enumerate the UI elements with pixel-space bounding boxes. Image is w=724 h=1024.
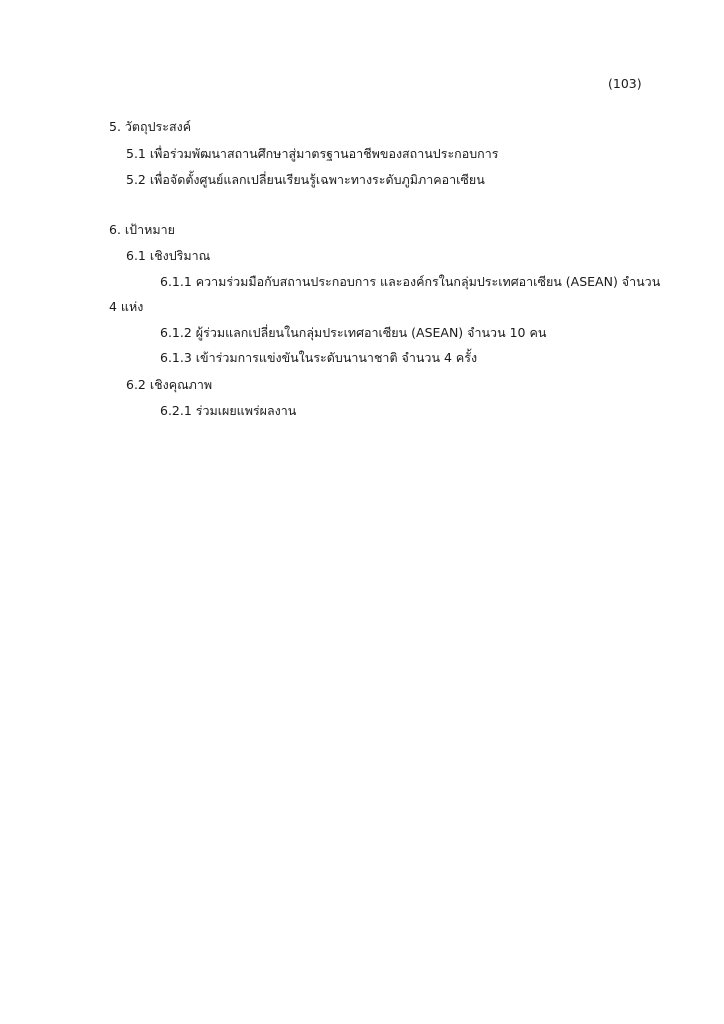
objective-5-2: 5.2 เพื่อจัดตั้งศูนย์แลกเปลี่ยนเรียนรู้เฉพาะทางระดับภูมิภาคอาเซียน — [126, 172, 485, 187]
section-6-heading: 6. เป้าหมาย — [109, 222, 175, 237]
target-6-1-2: 6.1.2 ผู้ร่วมแลกเปลี่ยนในกลุ่มประเทศอาเซียน (ASEAN) จำนวน 10 คน — [160, 325, 547, 340]
page-number: (103) — [608, 76, 642, 91]
quantitative-heading: 6.1 เชิงปริมาณ — [126, 248, 211, 263]
target-6-1-3: 6.1.3 เข้าร่วมการแข่งขันในระดับนานาชาติ จำนวน 4 ครั้ง — [160, 350, 478, 365]
section-5-heading: 5. วัตถุประสงค์ — [109, 119, 192, 134]
qualitative-heading: 6.2 เชิงคุณภาพ — [126, 377, 213, 392]
objective-5-1: 5.1 เพื่อร่วมพัฒนาสถานศึกษาสู่มาตรฐานอาชีพของสถานประกอบการ — [126, 146, 499, 161]
target-6-2-1: 6.2.1 ร่วมเผยแพร่ผลงาน — [160, 403, 297, 418]
target-6-1-1: 6.1.1 ความร่วมมือกับสถานประกอบการ และองค์กรในกลุ่มประเทศอาเซียน (ASEAN) จำนวน — [160, 274, 661, 289]
target-6-1-1-continued: 4 แห่ง — [109, 299, 144, 314]
